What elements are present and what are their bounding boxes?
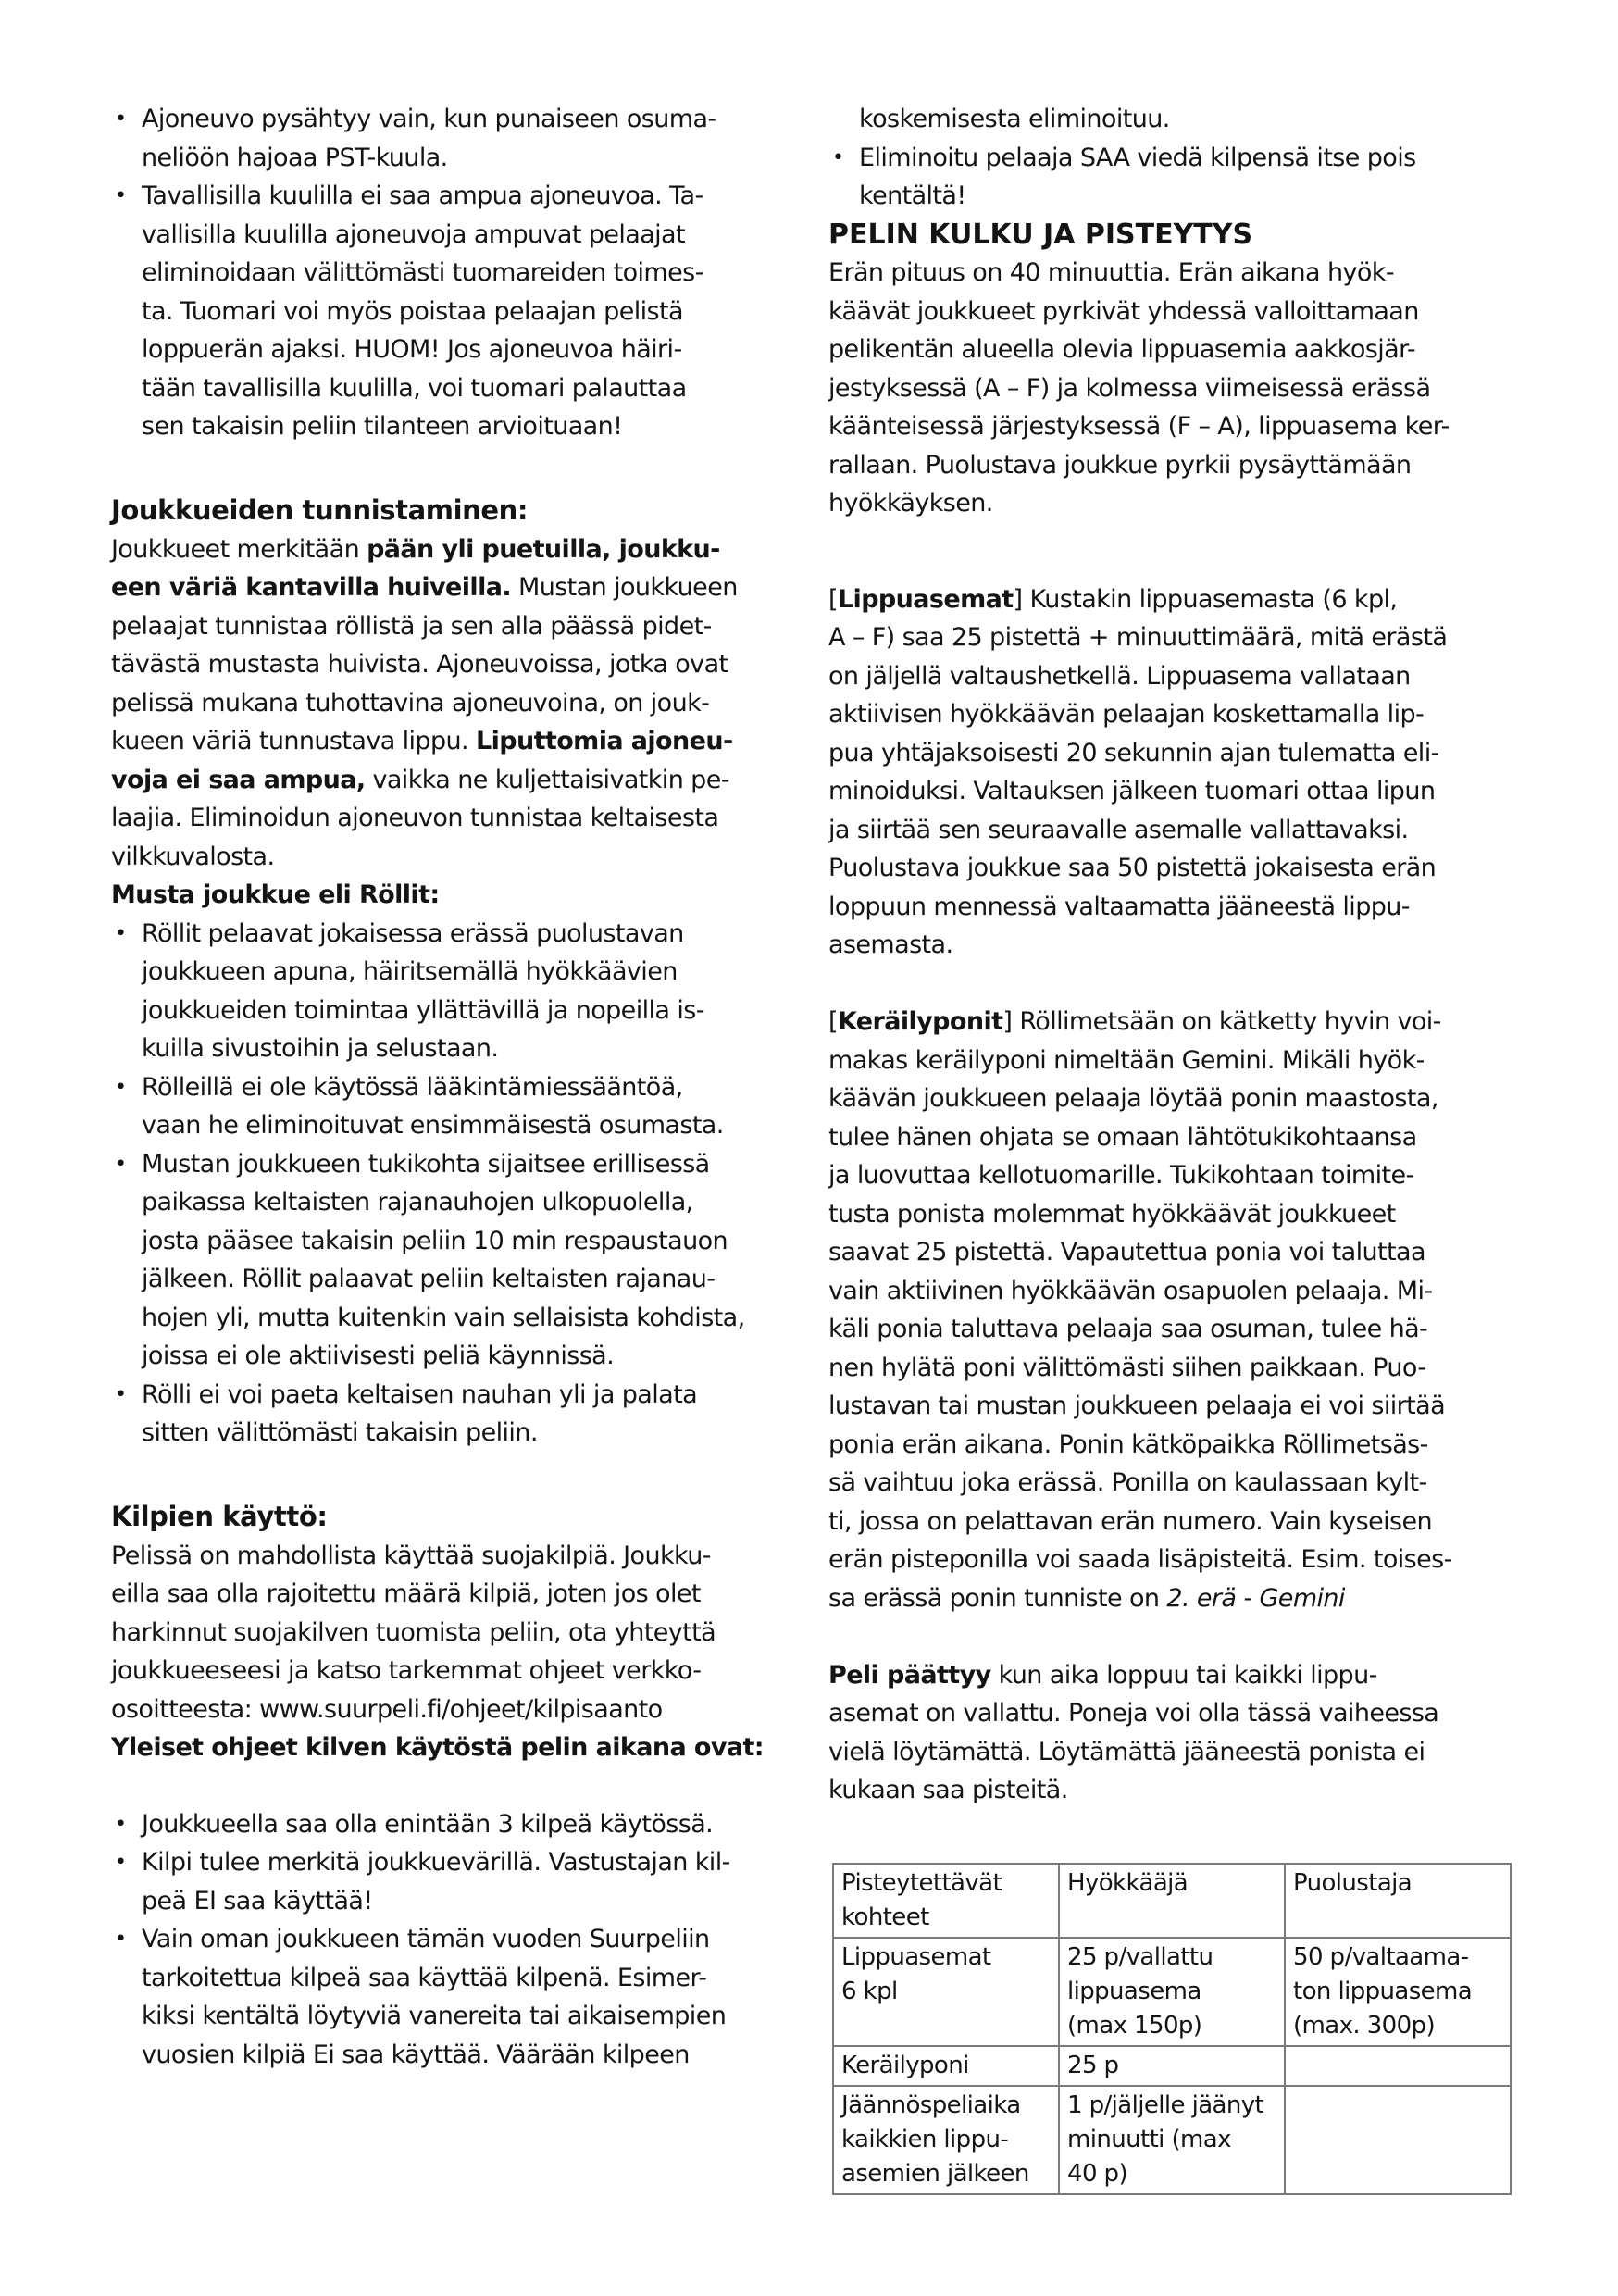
table-cell: 50 p/valtaama- ton lippuasema (max. 300p)	[1285, 1938, 1511, 2046]
table-cell: 1 p/jäljelle jäänyt minuutti (max 40 p)	[1059, 2086, 1285, 2194]
list-item-line: Rölleillä ei ole käytössä lääkintämiessääntöä,	[142, 1073, 683, 1102]
list-item-line: vaan he eliminoituvat ensimmäisestä osumasta.	[142, 1111, 724, 1140]
paragraph-line: een väriä kantavilla huiveilla. Mustan joukkueen	[111, 573, 738, 602]
paragraph-line: käävät joukkueet pyrkivät yhdessä valloittamaan	[828, 297, 1419, 326]
list-item-line: joukkueen apuna, häiritsemällä hyökkäävien	[142, 957, 678, 986]
list-item-line: Ajoneuvo pysähtyy vain, kun punaiseen osuma-	[142, 105, 716, 133]
paragraph-line: Puolustava joukkue saa 50 pistettä jokaisesta erän	[828, 854, 1437, 882]
paragraph-line: tävästä mustasta huivista. Ajoneuvoissa, jotka ovat	[111, 650, 728, 679]
header-cell-target: Pisteytettävät kohteet	[833, 1864, 1059, 1938]
paragraph-line: käänteisessä järjestyksessä (F – A), lippuasema ker-	[828, 412, 1450, 441]
list-item-line: eliminoidaan välittömästi tuomareiden toimes-	[142, 258, 703, 287]
table-cell: Keräilyponi	[833, 2046, 1059, 2086]
paragraph-line: ja siirtää sen seuraavalle asemalle vallattavaksi.	[828, 816, 1409, 844]
header-cell-defender: Puolustaja	[1285, 1864, 1511, 1938]
paragraph-line: pelikentän alueella olevia lippuasemia aakkosjär-	[828, 335, 1416, 364]
list-item-line: jälkeen. Röllit palaavat peliin keltaisten rajanau-	[142, 1265, 716, 1293]
paragraph-line: saavat 25 pistettä. Vapautettua ponia voi taluttaa	[828, 1238, 1425, 1267]
table-header-row	[833, 1864, 1511, 1938]
paragraph-line: kukaan saa pisteitä.	[828, 1776, 1068, 1804]
section-heading: PELIN KULKU JA PISTEYTYS	[828, 218, 1253, 251]
paragraph-line: käli ponia taluttava pelaaja saa osuman, tulee hä-	[828, 1315, 1428, 1343]
paragraph-line: asemat on vallattu. Poneja voi olla tässä vaiheessa	[828, 1699, 1439, 1728]
list-item-line: kuilla sivustoihin ja selustaan.	[142, 1034, 499, 1063]
table-cell: Jäännöspeliaika kaikkien lippu- asemien jälkeen	[833, 2086, 1059, 2194]
list-item-line: peä EI saa käyttää!	[142, 1887, 373, 1915]
paragraph-line: erän pisteponilla voi saada lisäpisteitä. Esim. toises-	[828, 1545, 1452, 1574]
paragraph-line: ponia erän aikana. Ponin kätköpaikka Röllimetsäs-	[828, 1430, 1428, 1459]
paragraph-line: Joukkueet merkitään pään yli puetuilla, joukku-	[111, 535, 720, 564]
paragraph-line: ti, jossa on pelattavan erän numero. Vain kyseisen	[828, 1507, 1433, 1536]
score-table	[832, 1863, 1512, 2195]
paragraph-line: pua yhtäjaksoisesti 20 sekunnin ajan tulematta eli-	[828, 739, 1439, 767]
table-row	[833, 1938, 1511, 2046]
table-cell	[1285, 2046, 1511, 2086]
paragraph-line: jestyksessä (A – F) ja kolmessa viimeisessä erässä	[828, 374, 1431, 403]
paragraph-line: joukkueeseesi ja katso tarkemmat ohjeet verkko-	[111, 1656, 702, 1685]
list-item-line: kiksi kentältä löytyviä vanereita tai aikaisempien	[142, 2002, 727, 2030]
paragraph-line: sä vaihtuu joka erässä. Ponilla on kaulassaan kylt-	[828, 1468, 1427, 1497]
list-item-line: joukkueiden toimintaa yllättävillä ja nopeilla is-	[142, 996, 704, 1025]
paragraph-line: on jäljellä valtaushetkellä. Lippuasema vallataan	[828, 662, 1411, 691]
paragraph-line: rallaan. Puolustava joukkue pyrkii pysäyttämään	[828, 451, 1412, 480]
paragraph-line: pelaajat tunnistaa röllistä ja sen alla päässä pidet-	[111, 612, 712, 641]
shield-rules-url: osoitteesta: www.suurpeli.fi/ohjeet/kilpisaanto	[111, 1695, 663, 1724]
list-item-line: hojen yli, mutta kuitenkin vain sellaisista kohdista,	[142, 1304, 745, 1332]
paragraph-line: nen hylätä poni välittömästi siihen paikkaan. Puo-	[828, 1354, 1426, 1382]
paragraph-line: aktiivisen hyökkäävän pelaajan koskettamalla lip-	[828, 700, 1425, 729]
paragraph-line: harkinnut suojakilven tuomista peliin, ota yhteyttä	[111, 1618, 716, 1647]
list-item-line: paikassa keltaisten rajanauhojen ulkopuolella,	[142, 1188, 693, 1217]
paragraph-line: vielä löytämättä. Löytämättä jääneestä ponista ei	[828, 1738, 1425, 1766]
paragraph-line: tusta ponista molemmat hyökkäävät joukkueet	[828, 1200, 1396, 1229]
paragraph-line: Pelissä on mahdollista käyttää suojakilpiä. Joukku-	[111, 1541, 711, 1570]
list-item-line: sitten välittömästi takaisin peliin.	[142, 1418, 538, 1447]
list-item-line: koskemisesta eliminoituu.	[859, 105, 1170, 133]
list-item-line: josta pääsee takaisin peliin 10 min respaustauon	[142, 1227, 728, 1255]
bullet-icon: •	[115, 1928, 127, 1951]
header-cell-attacker: Hyökkääjä	[1059, 1864, 1285, 1938]
subsection-heading: Musta joukkue eli Röllit:	[111, 880, 440, 909]
paragraph-line: vain aktiivinen hyökkäävän osapuolen pelaaja. Mi-	[828, 1277, 1433, 1305]
list-item-line: Joukkueella saa olla enintään 3 kilpeä käytössä.	[142, 1810, 714, 1839]
paragraph-line: makas keräilyponi nimeltään Gemini. Mikäli hyök-	[828, 1046, 1425, 1075]
paragraph-line: asemasta.	[828, 930, 953, 959]
table-cell: 25 p	[1059, 2046, 1285, 2086]
table-row	[833, 2086, 1511, 2194]
bullet-icon: •	[115, 1851, 127, 1874]
list-item-line: Röllit pelaavat jokaisessa erässä puolustavan	[142, 919, 684, 948]
table-cell	[1285, 2086, 1511, 2194]
paragraph-line: eilla saa olla rajoitettu määrä kilpiä, joten jos olet	[111, 1579, 701, 1608]
bullet-icon: •	[115, 1383, 127, 1406]
list-item-line: neliöön hajoaa PST-kuula.	[142, 144, 448, 172]
section-heading: Joukkueiden tunnistaminen:	[111, 494, 529, 526]
list-item-line: ta. Tuomari voi myös poistaa pelaajan pelistä	[142, 297, 683, 326]
subsection-heading: Yleiset ohjeet kilven käytöstä pelin aikana ovat:	[111, 1733, 764, 1762]
bullet-icon: •	[115, 922, 127, 945]
paragraph-line: vilkkuvalosta.	[111, 842, 275, 871]
list-item-line: Rölli ei voi paeta keltaisen nauhan yli ja palata	[142, 1380, 698, 1409]
paragraph-line: käävän joukkueen pelaaja löytää ponin maastosta,	[828, 1084, 1438, 1113]
table-row	[833, 2046, 1511, 2086]
paragraph-line: ja luovuttaa kellotuomarille. Tukikohtaan toimite-	[828, 1161, 1414, 1190]
paragraph-line: minoiduksi. Valtauksen jälkeen tuomari ottaa lipun	[828, 777, 1436, 805]
paragraph-line: Peli päättyy kun aika loppuu tai kaikki lippu-	[828, 1661, 1377, 1690]
list-item-line: kentältä!	[859, 181, 966, 210]
paragraph-line: A – F) saa 25 pistettä + minuuttimäärä, mitä erästä	[828, 623, 1448, 652]
list-item-line: Mustan joukkueen tukikohta sijaitsee erillisessä	[142, 1150, 710, 1179]
paragraph-line: voja ei saa ampua, vaikka ne kuljettaisivatkin pe-	[111, 766, 729, 794]
paragraph-line: [Keräilyponit] Röllimetsään on kätketty hyvin voi-	[828, 1007, 1441, 1036]
paragraph-line: sa erässä ponin tunniste on 2. erä - Gemini	[828, 1584, 1345, 1613]
bullet-icon: •	[115, 107, 127, 131]
paragraph-line: kueen väriä tunnustava lippu. Liputtomia ajoneu-	[111, 727, 733, 755]
paragraph-line: hyökkäyksen.	[828, 489, 993, 518]
paragraph-line: lustavan tai mustan joukkueen pelaaja ei voi siirtää	[828, 1391, 1446, 1420]
bullet-icon: •	[115, 1153, 127, 1176]
list-item-line: Tavallisilla kuulilla ei saa ampua ajoneuvoa. Ta-	[142, 181, 703, 210]
section-heading: Kilpien käyttö:	[111, 1501, 328, 1532]
bullet-icon: •	[115, 184, 127, 207]
list-item-line: vallisilla kuulilla ajoneuvoja ampuvat pelaajat	[142, 220, 685, 249]
bullet-icon: •	[115, 1076, 127, 1099]
list-item-line: Kilpi tulee merkitä joukkuevärillä. Vastustajan kil-	[142, 1848, 730, 1877]
collector-ponies-label: Keräilyponit	[837, 1007, 1003, 1036]
list-item-line: vuosien kilpiä Ei saa käyttää. Väärään kilpeen	[142, 2040, 690, 2069]
table-cell: 25 p/vallattu lippuasema (max 150p)	[1059, 1938, 1285, 2046]
list-item-line: tään tavallisilla kuulilla, voi tuomari palauttaa	[142, 374, 687, 403]
list-item-line: sen takaisin peliin tilanteen arvioituaan!	[142, 412, 623, 441]
list-item-line: Vain oman joukkueen tämän vuoden Suurpeliin	[142, 1925, 710, 1953]
paragraph-line: [Lippuasemat] Kustakin lippuasemasta (6 kpl,	[828, 585, 1398, 614]
bullet-icon: •	[115, 1813, 127, 1836]
table-cell: Lippuasemat 6 kpl	[833, 1938, 1059, 2046]
pony-tag-example: 2. erä - Gemini	[1166, 1584, 1345, 1613]
bullet-icon: •	[832, 146, 844, 169]
paragraph-line: laajia. Eliminoidun ajoneuvon tunnistaa keltaisesta	[111, 804, 719, 832]
paragraph-line: Erän pituus on 40 minuuttia. Erän aikana hyök-	[828, 258, 1394, 287]
list-item-line: Eliminoitu pelaaja SAA viedä kilpensä itse pois	[859, 144, 1416, 172]
game-end-label: Peli päättyy	[828, 1661, 991, 1690]
paragraph-line: loppuun mennessä valtaamatta jääneestä lippu-	[828, 892, 1410, 921]
paragraph-line: tulee hänen ohjata se omaan lähtötukikohtaansa	[828, 1123, 1417, 1152]
flag-stations-label: Lippuasemat	[837, 585, 1014, 614]
list-item-line: joissa ei ole aktiivisesti peliä käynnissä.	[142, 1341, 615, 1370]
paragraph-line: pelissä mukana tuhottavina ajoneuvoina, on jouk-	[111, 689, 710, 718]
list-item-line: loppuerän ajaksi. HUOM! Jos ajoneuvoa häiri-	[142, 335, 682, 364]
list-item-line: tarkoitettua kilpeä saa käyttää kilpenä. Esimer-	[142, 1964, 707, 1992]
